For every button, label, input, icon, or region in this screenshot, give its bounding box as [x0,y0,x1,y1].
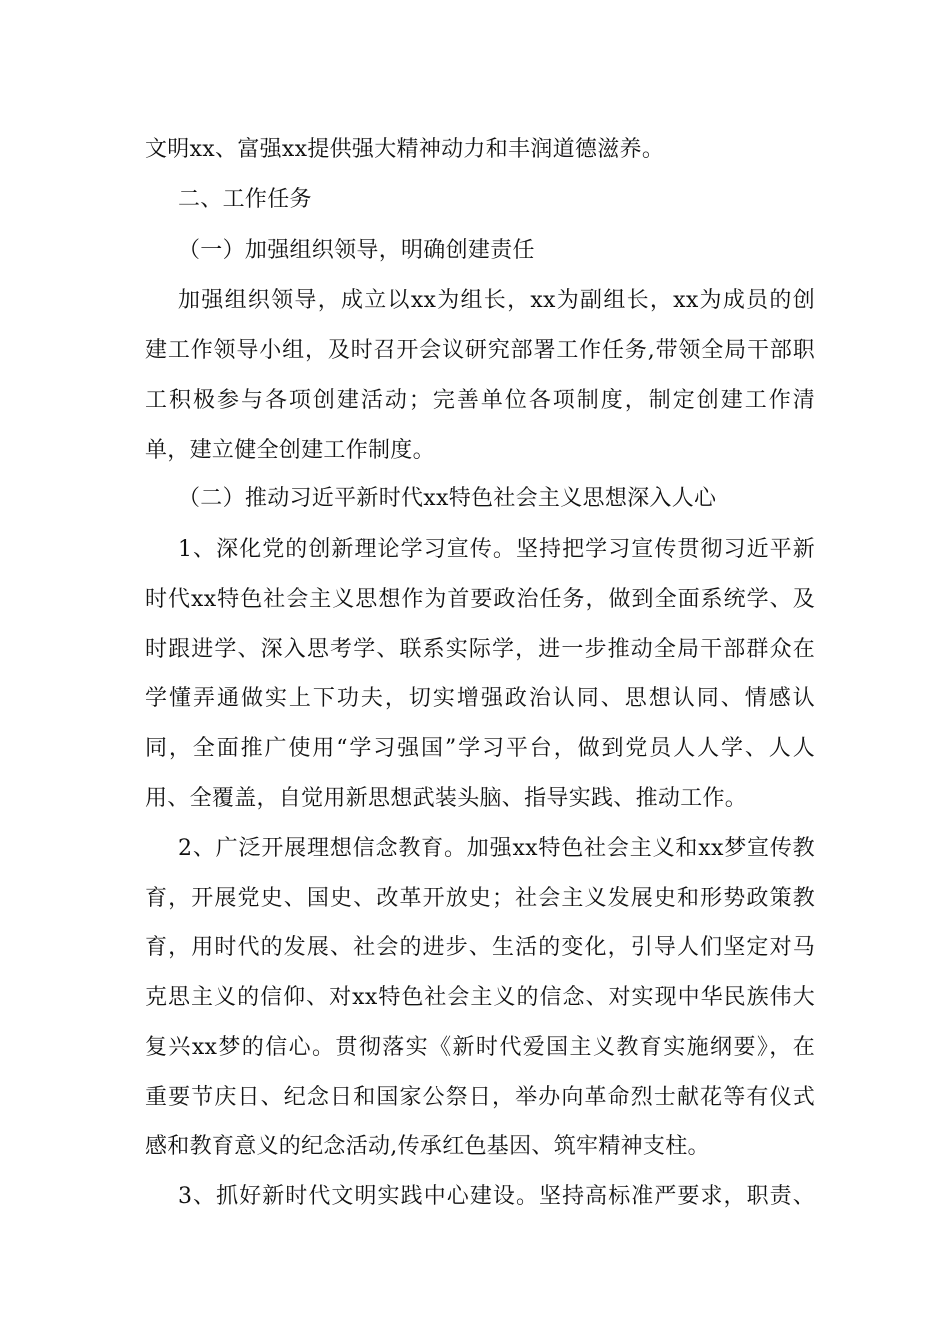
paragraph-line: 学懂弄通做实上下功夫，切实增强政治认同、思想认同、情感认 [145,686,815,711]
paragraph-line: 时代xx特色社会主义思想作为首要政治任务，做到全面系统学、及 [145,587,815,612]
subsection-heading-1: （一）加强组织领导，明确创建责任 [178,238,535,263]
paragraph-line: 工积极参与各项创建活动；完善单位各项制度，制定创建工作清 [145,388,815,413]
paragraph-line: 加强组织领导，成立以xx为组长，xx为副组长，xx为成员的创 [178,288,815,313]
paragraph-line: 育，开展党史、国史、改革开放史；社会主义发展史和形势政策教 [145,886,815,911]
paragraph-line: 育，用时代的发展、社会的进步、生活的变化，引导人们坚定对马 [145,935,815,960]
paragraph-line: 用、全覆盖，自觉用新思想武装头脑、指导实践、推动工作。 [145,786,748,811]
paragraph-line: 复兴xx梦的信心。贯彻落实《新时代爱国主义教育实施纲要》，在 [145,1035,815,1060]
paragraph-line: 建工作领导小组，及时召开会议研究部署工作任务,带领全局干部职 [145,338,815,363]
paragraph-line: 单，建立健全创建工作制度。 [145,438,435,463]
paragraph-line: 2、广泛开展理想信念教育。加强xx特色社会主义和xx梦宣传教 [178,836,815,861]
paragraph-line: 同，全面推广使用“学习强国”学习平台，做到党员人人学、人人 [145,736,815,761]
text-line-1: 文明xx、富强xx提供强大精神动力和丰润道德滋养。 [145,137,665,162]
paragraph-line: 3、抓好新时代文明实践中心建设。坚持高标准严要求，职责、 [178,1184,815,1209]
subsection-heading-2: （二）推动习近平新时代xx特色社会主义思想深入人心 [178,486,717,511]
paragraph-line: 克思主义的信仰、对xx特色社会主义的信念、对实现中华民族伟大 [145,985,815,1010]
paragraph-line: 1、深化党的创新理论学习宣传。坚持把学习宣传贯彻习近平新 [178,537,815,562]
paragraph-line: 时跟进学、深入思考学、联系实际学，进一步推动全局干部群众在 [145,637,815,662]
paragraph-line: 重要节庆日、纪念日和国家公祭日，举办向革命烈士献花等有仪式 [145,1085,815,1110]
section-heading-2: 二、工作任务 [178,187,312,212]
paragraph-line: 感和教育意义的纪念活动,传承红色基因、筑牢精神支柱。 [145,1134,710,1159]
